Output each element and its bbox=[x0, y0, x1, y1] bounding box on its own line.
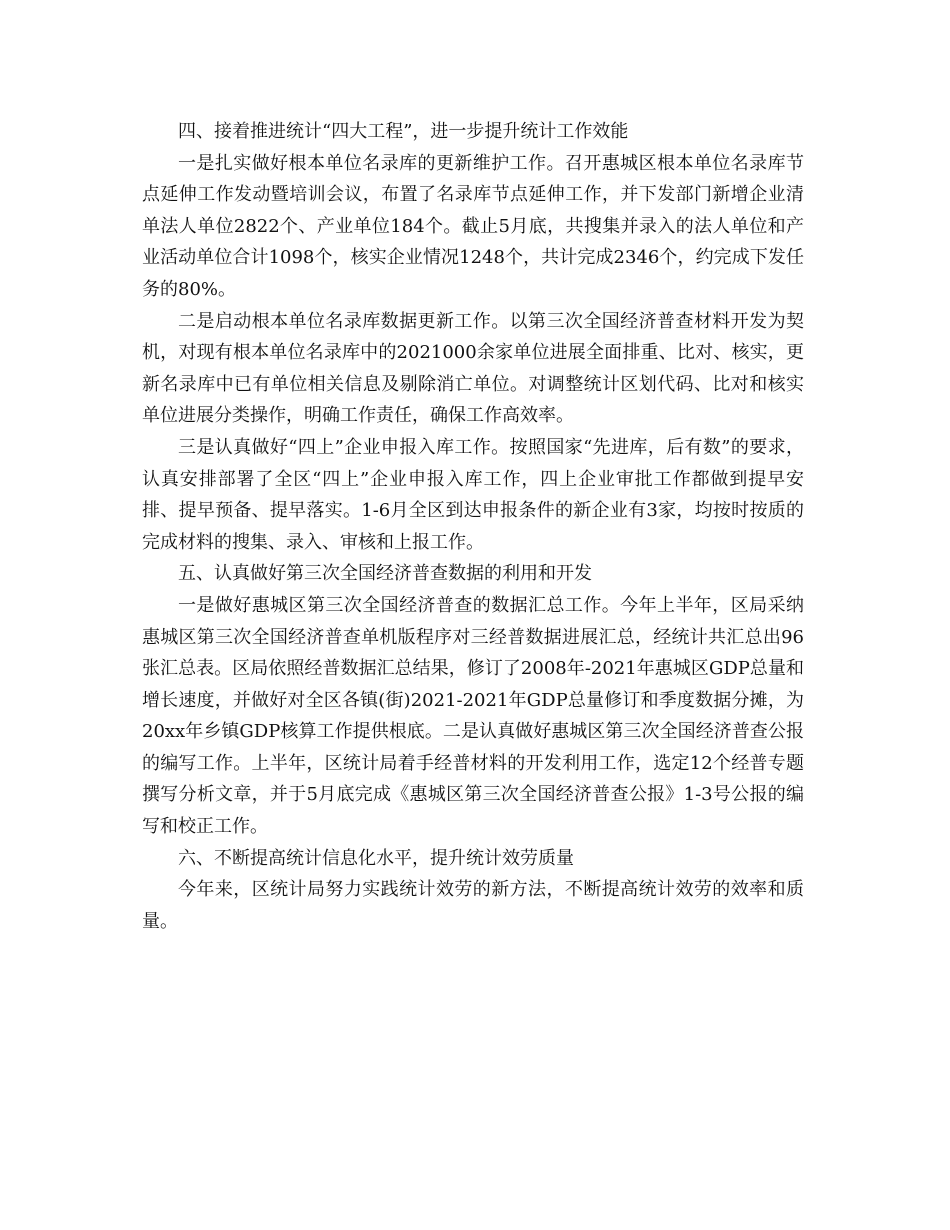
paragraph-enterprise-registration: 三是认真做好“四上”企业申报入库工作。按照国家“先进库，后有数”的要求，认真安排部署了全区“四上”企业申报入库工作，四上企业审批工作都做到提早安排、提早预备、提早落实。1-6月全区到达申报条件的新企业有3家，均按时按质的完成材料的搜集、录入、审核和上报工作。 bbox=[142, 436, 804, 553]
section-heading-four: 四、接着推进统计“四大工程”，进一步提升统计工作效能 bbox=[178, 121, 629, 142]
section-heading-five: 五、认真做好第三次全国经济普查数据的利用和开发 bbox=[178, 563, 592, 585]
paragraph-service-quality: 今年来，区统计局努力实践统计效劳的新方法，不断提高统计效劳的效率和质量。 bbox=[142, 879, 804, 932]
section-heading-six: 六、不断提高统计信息化水平，提升统计效劳质量 bbox=[178, 847, 574, 869]
document-body bbox=[142, 116, 804, 937]
paragraph-registry-maintenance: 一是扎实做好根本单位名录库的更新维护工作。召开惠城区根本单位名录库节点延伸工作发动暨培训会议，布置了名录库节点延伸工作，并下发部门新增企业清单法人单位2822个、产业单位184个。截止5月底，共搜集并录入的法人单位和产业活动单位合计1098个，核实企业情况1248个，共计完成2346个，约完成下发任务的80%。 bbox=[142, 152, 804, 300]
paragraph-census-data-summary: 一是做好惠城区第三次全国经济普查的数据汇总工作。今年上半年，区局采纳惠城区第三次全国经济普查单机版程序对三经普数据进展汇总，经统计共汇总出96张汇总表。区局依照经普数据汇总结果，修订了2008年-2021年惠城区GDP总量和增长速度，并做好对全区各镇(街)2021-2021年GDP总量修订和季度数据分摊，为20xx年乡镇GDP核算工作提供根底。二是认真做好惠城区第三次全国经济普查公报的编写工作。上半年，区统计局着手经普材料的开发利用工作，选定12个经普专题撰写分析文章，并于5月底完成《惠城区第三次全国经济普查公报》1-3号公报的编写和校正工作。 bbox=[142, 594, 804, 838]
paragraph-registry-data-update: 二是启动根本单位名录库数据更新工作。以第三次全国经济普查材料开发为契机，对现有根本单位名录库中的2021000余家单位进展全面排重、比对、核实，更新名录库中已有单位相关信息及剔除消亡单位。对调整统计区划代码、比对和核实单位进展分类操作，明确工作责任，确保工作高效率。 bbox=[142, 310, 804, 427]
